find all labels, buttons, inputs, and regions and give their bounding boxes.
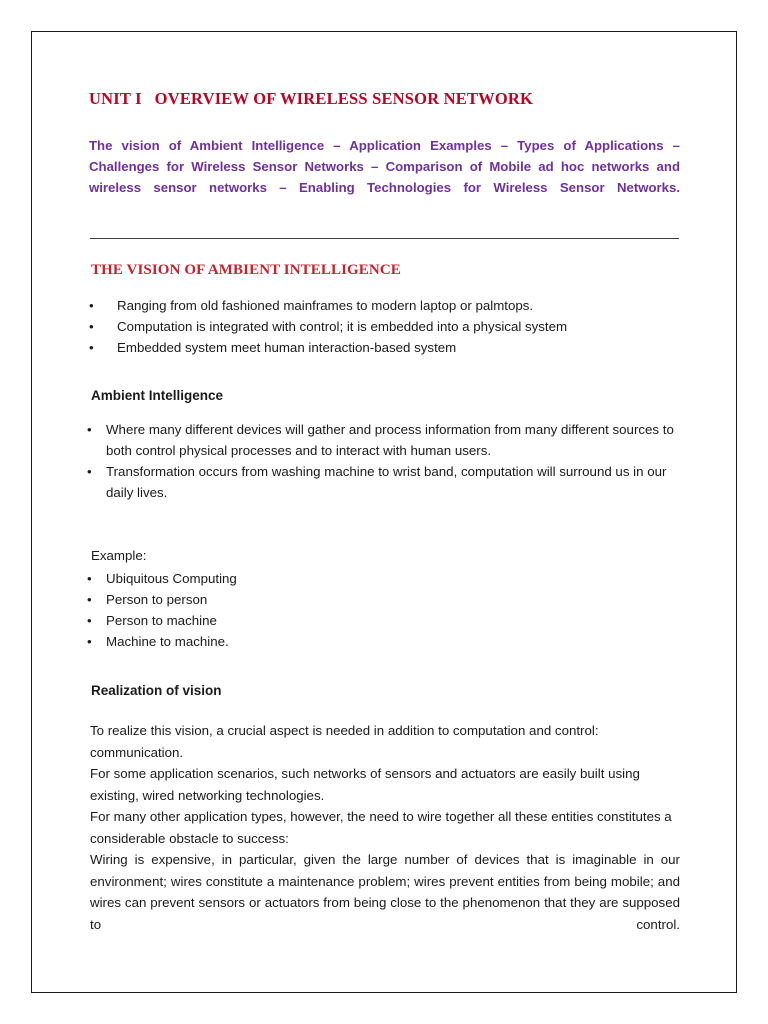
bullet-icon: • <box>87 571 92 587</box>
list-item <box>89 316 680 337</box>
paragraph-wiring-expensive: Wiring is expensive, in particular, given the large number of devices that is imaginable in our environment; wires constitute a maintenance problem; wires prevent entities from being mobile; and wires can prevent sensors or actuators from being close to the phenomenon that they are supposed to control. <box>90 852 680 932</box>
section-divider <box>90 238 679 239</box>
sub-heading-realization-of-vision: Realization of vision <box>91 683 222 699</box>
bullet-icon: • <box>87 422 92 438</box>
list-item <box>87 610 680 631</box>
list-item-text: Computation is integrated with control; it is embedded into a physical system <box>117 318 568 334</box>
paragraph-wired-networks: For some application scenarios, such networks of sensors and actuators are easily built using existing, wired networking technologies. <box>90 766 640 803</box>
list-item-text: Transformation occurs from washing machine to wrist band, computation will surround us in our daily lives. <box>106 464 667 501</box>
list-item <box>87 461 680 503</box>
paragraph-wiring-obstacle: For many other application types, however, the need to wire together all these entities constitutes a considerable obstacle to success: <box>90 809 672 846</box>
list-item-text: Person to machine <box>106 613 217 629</box>
list-item <box>89 337 680 358</box>
page-title: UNIT I OVERVIEW OF WIRELESS SENSOR NETWORK <box>89 89 534 108</box>
bullet-icon: • <box>87 634 92 650</box>
list-item <box>87 419 680 461</box>
list-item-text: Person to person <box>106 592 208 608</box>
paragraph-communication: To realize this vision, a crucial aspect is needed in addition to computation and control: communication. <box>90 722 599 760</box>
document-content <box>89 89 680 957</box>
list-item <box>87 631 680 652</box>
syllabus-summary: The vision of Ambient Intelligence – Application Examples – Types of Applications – Challenges for Wireless Sensor Networks – Comparison of Mobile ad hoc networks and wireless sensor networks – Enabling Technologies for Wireless Sensor Networks. <box>89 137 680 196</box>
list-item-text: Ubiquitous Computing <box>106 571 237 587</box>
bullet-icon: • <box>89 318 94 334</box>
example-block <box>89 545 680 652</box>
list-item-text: Embedded system meet human interaction-based system <box>117 339 457 355</box>
list-item-text: Machine to machine. <box>106 634 229 650</box>
intro-bullet-list <box>89 295 680 358</box>
list-item-text: Ranging from old fashioned mainframes to modern laptop or palmtops. <box>117 297 534 313</box>
bullet-icon: • <box>87 613 92 629</box>
bullet-icon: • <box>89 297 94 313</box>
list-item <box>87 568 680 589</box>
list-item <box>87 589 680 610</box>
list-item-text: Where many different devices will gather and process information from many different sources to both control physical processes and to interact with human users. <box>106 422 674 459</box>
example-bullet-list <box>89 568 680 652</box>
bullet-icon: • <box>87 592 92 608</box>
bullet-icon: • <box>89 339 94 355</box>
example-label: Example: <box>91 548 147 564</box>
bullet-icon: • <box>87 464 92 480</box>
ambient-bullet-list <box>89 419 680 503</box>
list-item <box>89 295 680 316</box>
section-heading-vision: THE VISION OF AMBIENT INTELLIGENCE <box>91 262 401 279</box>
document-page <box>31 31 737 993</box>
sub-heading-ambient-intelligence: Ambient Intelligence <box>91 387 224 403</box>
